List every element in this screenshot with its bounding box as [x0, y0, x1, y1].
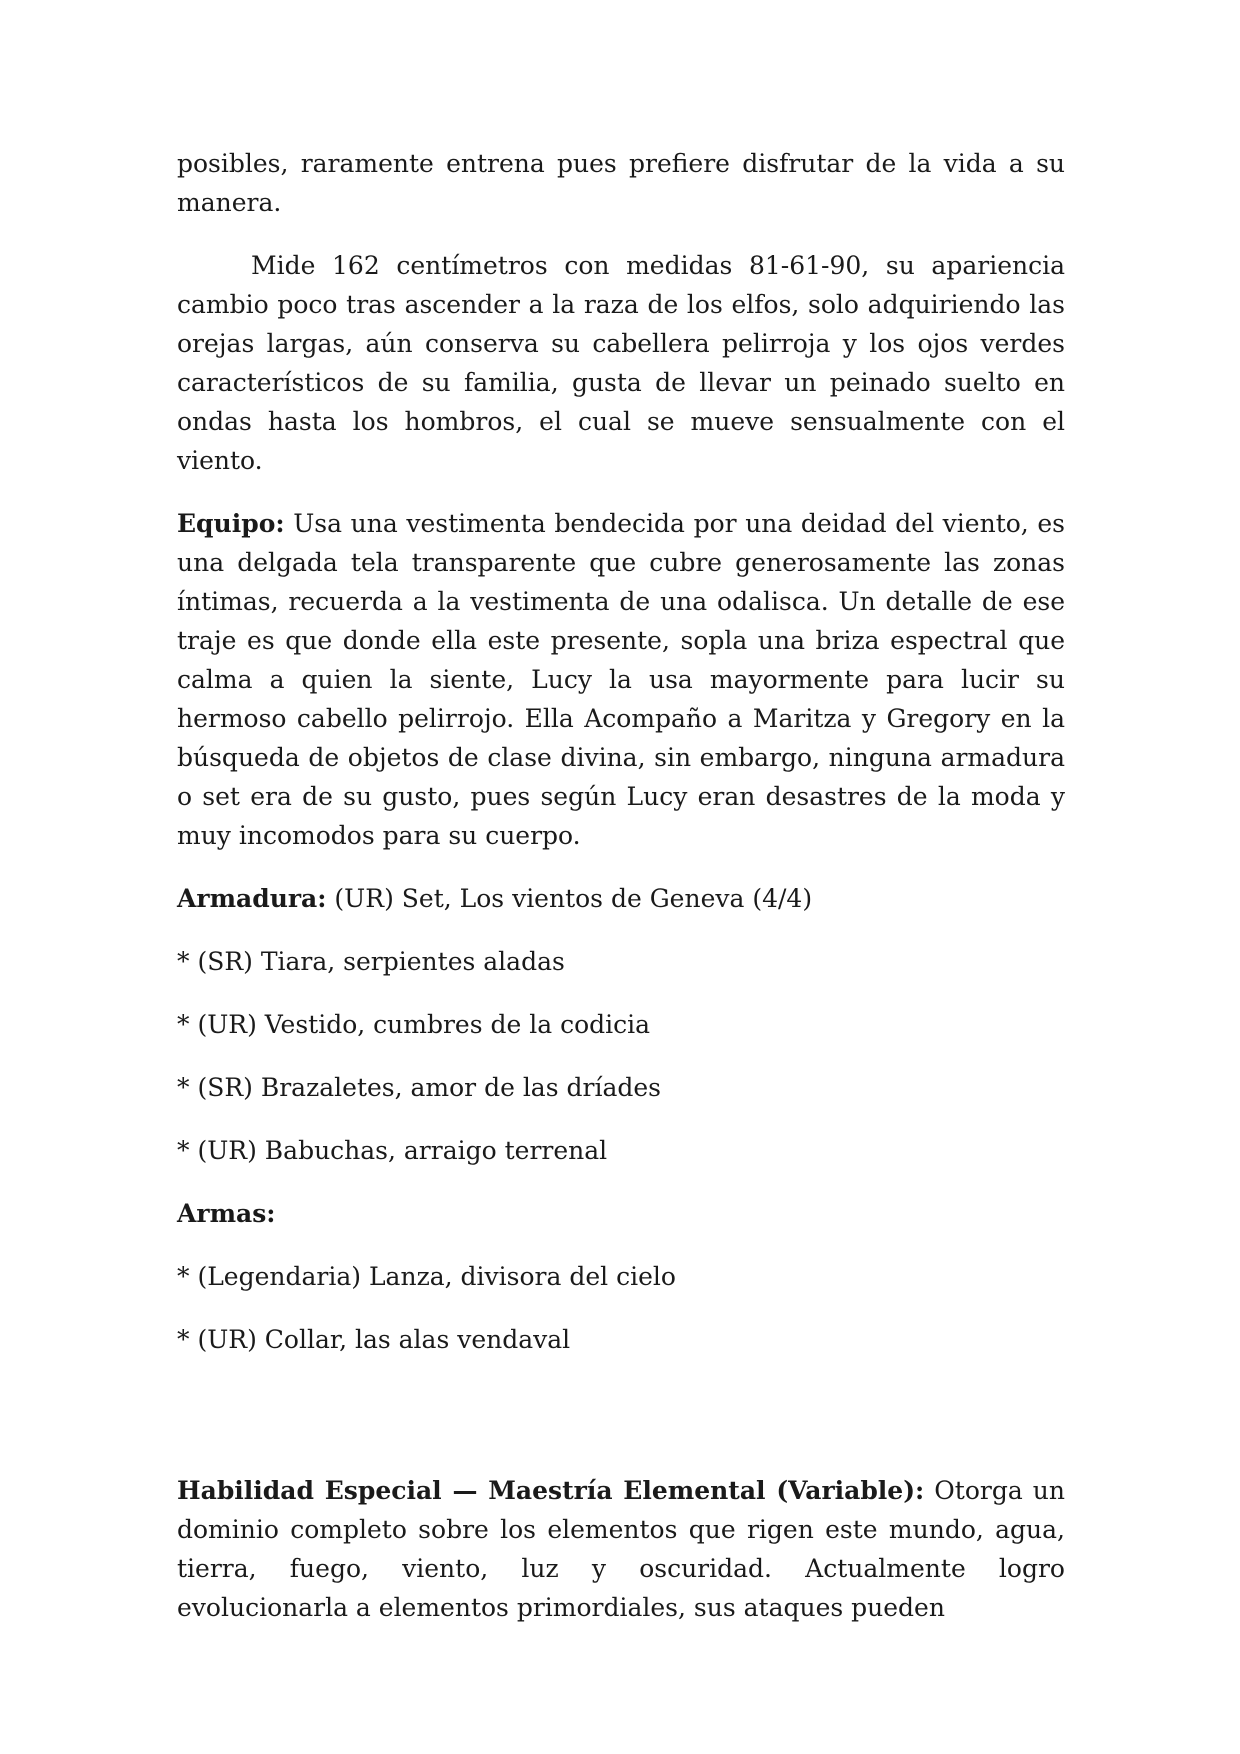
equipo-label: Equipo:: [177, 509, 285, 538]
armadura-text: (UR) Set, Los vientos de Geneva (4/4): [326, 884, 813, 913]
paragraph-intro: posibles, raramente entrena pues prefiere disfrutar de la vida a su manera.: [177, 149, 1065, 217]
paragraph-equipo: [177, 504, 1065, 855]
list-item-armadura: * (UR) Vestido, cumbres de la codicia: [177, 1010, 651, 1039]
paragraph-armadura: [177, 879, 1065, 918]
habilidad-text: Otorga un dominio completo sobre los elementos que rigen este mundo, agua, tierra, fuego, viento, luz y oscuridad. Actualmente logro evolucionarla a elementos primordiales, sus ataques pueden: [177, 1476, 1065, 1622]
list-item-armadura: * (SR) Tiara, serpientes aladas: [177, 947, 565, 976]
armas-label: Armas:: [177, 1199, 276, 1228]
document-page: [177, 144, 1065, 1627]
paragraph-habilidad: [177, 1471, 1065, 1627]
equipo-text: Usa una vestimenta bendecida por una deidad del viento, es una delgada tela transparente que cubre generosamente las zonas íntimas, recuerda a la vestimenta de una odalisca. Un detalle de ese traje es que donde ella este presente, sopla una briza espectral que calma a quien la siente, Lucy la usa mayormente para lucir su hermoso cabello pelirrojo. Ella Acompaño a Maritza y Gregory en la búsqueda de objetos de clase divina, sin embargo, ninguna armadura o set era de su gusto, pues según Lucy eran desastres de la moda y muy incomodos para su cuerpo.: [177, 509, 1065, 850]
list-item-armadura: * (SR) Brazaletes, amor de las dríades: [177, 1073, 661, 1102]
armadura-label: Armadura:: [177, 884, 327, 913]
paragraph-armas: [177, 1194, 1065, 1233]
list-item-armas: * (Legendaria) Lanza, divisora del cielo: [177, 1262, 676, 1291]
list-item-armadura: * (UR) Babuchas, arraigo terrenal: [177, 1136, 608, 1165]
paragraph-appearance: Mide 162 centímetros con medidas 81-61-90, su apariencia cambio poco tras ascender a la raza de los elfos, solo adquiriendo las orejas largas, aún conserva su cabellera pelirroja y los ojos verdes característicos de su familia, gusta de llevar un peinado suelto en ondas hasta los hombros, el cual se mueve sensualmente con el viento.: [177, 251, 1065, 475]
list-item-armas: * (UR) Collar, las alas vendaval: [177, 1325, 571, 1354]
habilidad-label: Habilidad Especial — Maestría Elemental (Variable):: [177, 1476, 925, 1505]
